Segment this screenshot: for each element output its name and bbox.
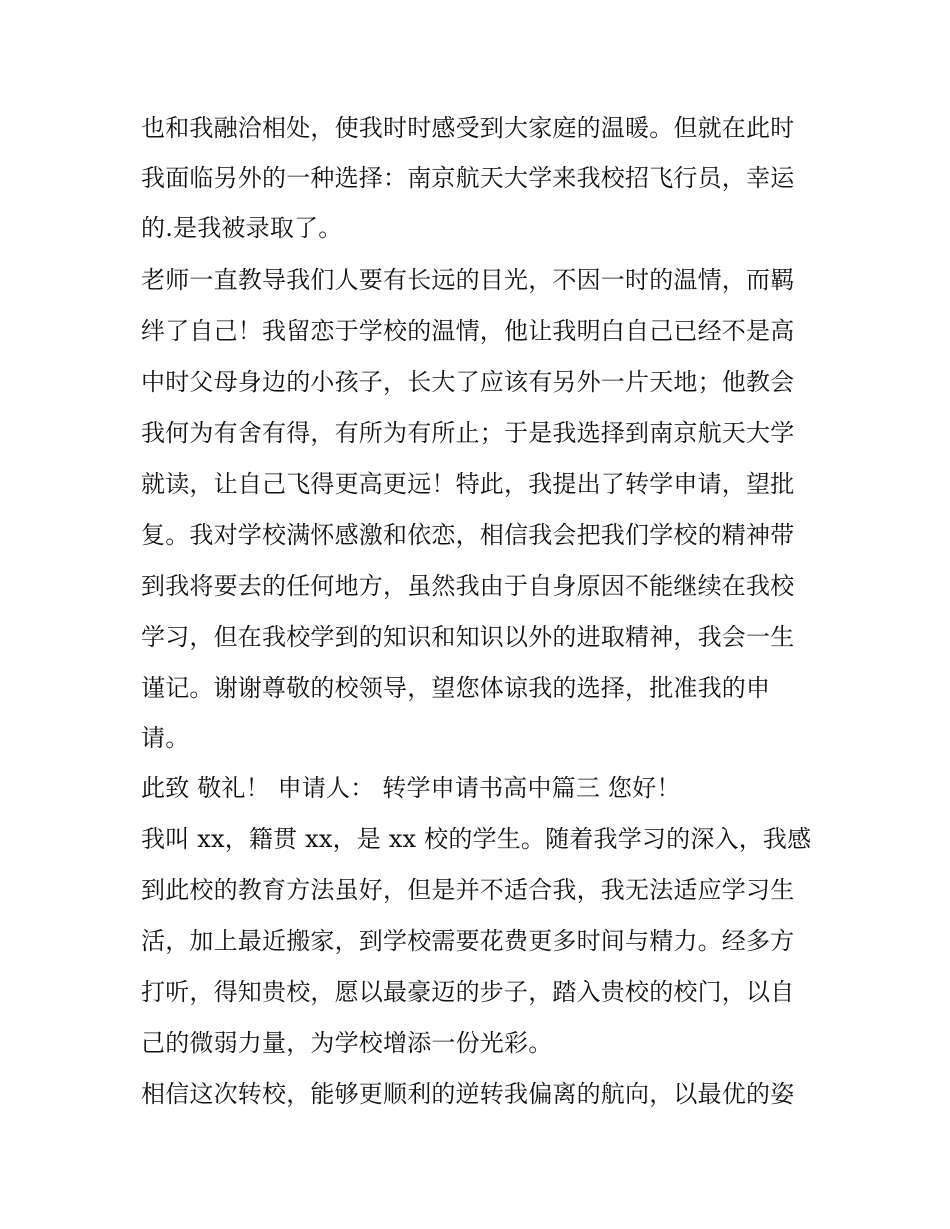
text-line: 到此校的教育方法虽好，但是并不适合我，我无法适应学习生 (141, 876, 795, 904)
text-line: 打听，得知贵校，愿以最豪迈的步子，踏入贵校的校门，以自 (141, 978, 795, 1006)
text-line: 绊了自己！我留恋于学校的温情，他让我明白自己已经不是高 (141, 317, 795, 345)
text-line: 学习，但在我校学到的知识和知识以外的进取精神，我会一生 (141, 623, 795, 651)
text-line: 复。我对学校满怀感激和依恋，相信我会把我们学校的精神带 (141, 521, 795, 549)
text-line: 的.是我被录取了。 (141, 214, 343, 242)
text-line: 谨记。谢谢尊敬的校领导，望您体谅我的选择，批准我的申 (141, 674, 771, 702)
text-line: 到我将要去的任何地方，虽然我由于自身原因不能继续在我校 (141, 572, 795, 600)
text-line: 老师一直教导我们人要有长远的目光，不因一时的温情，而羁 (141, 266, 795, 294)
text-line: 也和我融洽相处，使我时时感受到大家庭的温暖。但就在此时 (141, 114, 795, 142)
text-line: 我何为有舍有得，有所为有所止；于是我选择到南京航天大学 (141, 419, 795, 447)
text-line: 请。 (141, 724, 190, 752)
text-line: 活，加上最近搬家，到学校需要花费更多时间与精力。经多方 (141, 927, 795, 955)
text-line: 我面临另外的一种选择：南京航天大学来我校招飞行员，幸运 (141, 164, 795, 192)
text-line: 中时父母身边的小孩子，长大了应该有另外一片天地；他教会 (141, 368, 795, 396)
text-line: 此致 敬礼！ 申请人： 转学申请书高中篇三 您好！ (141, 774, 681, 802)
text-line: 我叫 xx，籍贯 xx，是 xx 校的学生。随着我学习的深入，我感 (141, 825, 812, 853)
text-line: 相信这次转校，能够更顺利的逆转我偏离的航向，以最优的姿 (141, 1080, 795, 1108)
text-line: 己的微弱力量，为学校增添一份光彩。 (141, 1029, 553, 1057)
text-line: 就读，让自己飞得更高更远！特此，我提出了转学申请，望批 (141, 470, 795, 498)
